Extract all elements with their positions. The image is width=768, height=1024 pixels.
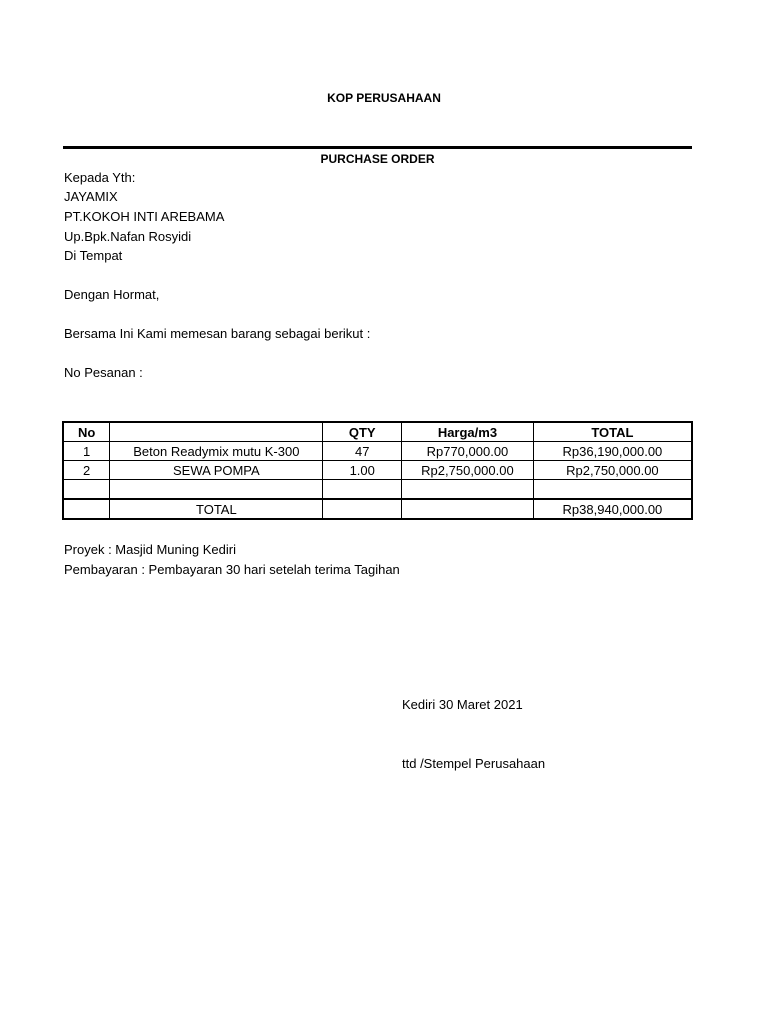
- recipient-company: JAYAMIX: [64, 189, 118, 204]
- empty-cell: [323, 499, 402, 519]
- payment-line: Pembayaran : Pembayaran 30 hari setelah terima Tagihan: [64, 562, 400, 577]
- row-qty: 1.00: [323, 461, 402, 480]
- letterhead-title: KOP PERUSAHAAN: [327, 91, 441, 105]
- recipient-place: Di Tempat: [64, 248, 123, 263]
- table-header-row: [63, 422, 692, 442]
- row-total: Rp36,190,000.00: [533, 442, 692, 461]
- table-row: [63, 442, 692, 461]
- letter-date: Kediri 30 Maret 2021: [402, 697, 523, 712]
- project-line: Proyek : Masjid Muning Kediri: [64, 542, 236, 557]
- empty-cell: [533, 480, 692, 500]
- row-no: 2: [63, 461, 110, 480]
- row-description: Beton Readymix mutu K-300: [110, 442, 323, 461]
- recipient-greeting: Kepada Yth:: [64, 170, 136, 185]
- order-number-label: No Pesanan :: [64, 365, 143, 380]
- table-row-empty: [63, 480, 692, 500]
- header-total: TOTAL: [533, 422, 692, 442]
- header-description: [110, 422, 323, 442]
- recipient-pt: PT.KOKOH INTI AREBAMA: [64, 209, 225, 224]
- row-no: 1: [63, 442, 110, 461]
- row-qty: 47: [323, 442, 402, 461]
- row-description: SEWA POMPA: [110, 461, 323, 480]
- header-divider: [63, 146, 692, 149]
- empty-cell: [402, 480, 534, 500]
- recipient-attention: Up.Bpk.Nafan Rosyidi: [64, 229, 192, 244]
- empty-cell: [63, 480, 110, 500]
- grand-total: Rp38,940,000.00: [533, 499, 692, 519]
- table-row: [63, 461, 692, 480]
- row-price: Rp770,000.00: [402, 442, 534, 461]
- header-no: No: [63, 422, 110, 442]
- signature-line: ttd /Stempel Perusahaan: [402, 756, 546, 771]
- table-total-row: [63, 499, 692, 519]
- empty-cell: [110, 480, 323, 500]
- header-price: Harga/m3: [402, 422, 534, 442]
- empty-cell: [323, 480, 402, 500]
- empty-cell: [402, 499, 534, 519]
- row-total: Rp2,750,000.00: [533, 461, 692, 480]
- row-price: Rp2,750,000.00: [402, 461, 534, 480]
- order-table: [62, 421, 693, 520]
- total-label: TOTAL: [110, 499, 323, 519]
- header-qty: QTY: [323, 422, 402, 442]
- salutation: Dengan Hormat,: [64, 287, 160, 302]
- empty-cell: [63, 499, 110, 519]
- intro-text: Bersama Ini Kami memesan barang sebagai berikut :: [64, 326, 371, 341]
- document-title: PURCHASE ORDER: [320, 152, 435, 166]
